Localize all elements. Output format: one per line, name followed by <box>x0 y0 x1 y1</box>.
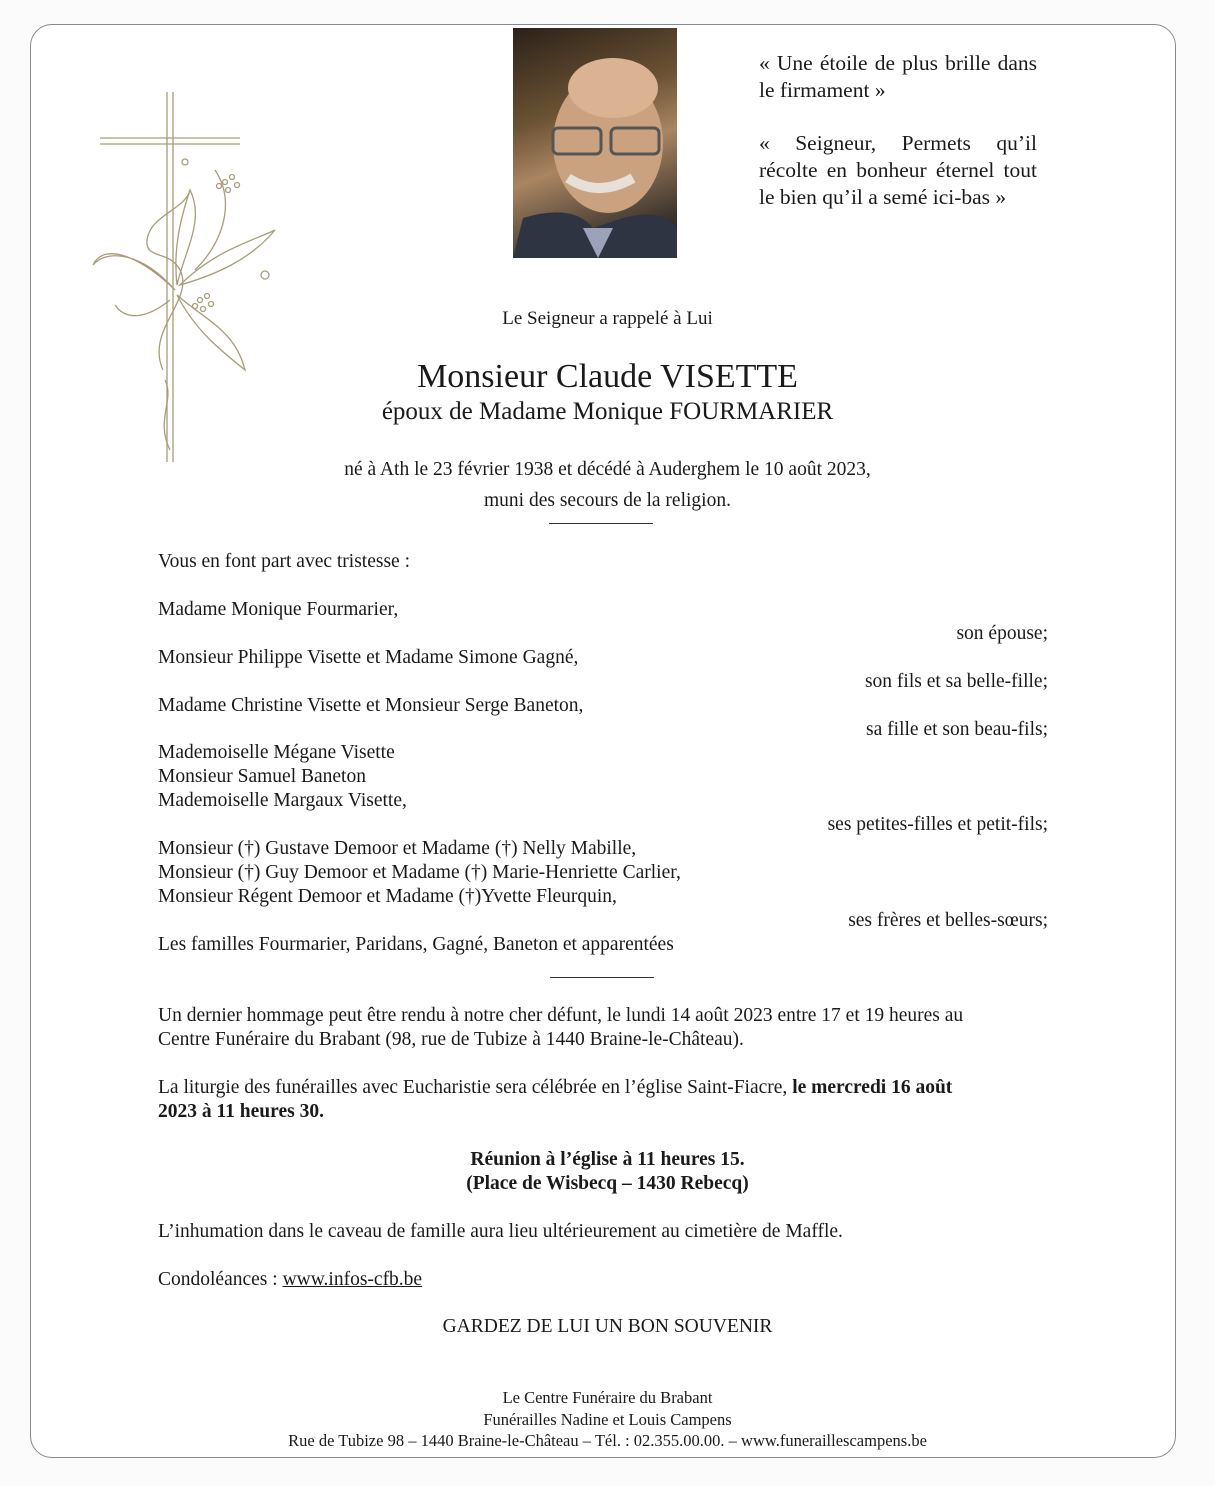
footer <box>0 1387 1215 1452</box>
footer-line-2: Funérailles Nadine et Louis Campens <box>483 1409 732 1429</box>
family-name: Mademoiselle Margaux Visette, <box>158 790 407 811</box>
intro-text: Le Seigneur a rappelé à Lui <box>502 308 713 329</box>
family-relation: ses frères et belles-sœurs; <box>848 910 1048 931</box>
spouse-line: époux de Madame Monique FOURMARIER <box>381 398 834 425</box>
divider <box>550 977 654 978</box>
liturgie-paragraph <box>158 1076 1048 1124</box>
reunion-block <box>0 1148 1215 1196</box>
family-name: Monsieur Philippe Visette et Madame Simone Gagné, <box>158 647 579 668</box>
quote-2: « Seigneur, Permets qu’il récolte en bonheur éternel tout le bien qu’il a semé ici-bas » <box>759 131 1037 209</box>
birth-line-2: muni des secours de la religion. <box>484 490 731 511</box>
condoleances-link[interactable]: www.infos-cfb.be <box>282 1269 423 1290</box>
family-name: Madame Monique Fourmarier, <box>158 599 399 620</box>
family-entry-1 <box>158 598 1048 646</box>
family-relation: son épouse; <box>956 623 1048 644</box>
inhumation-text: L’inhumation dans le caveau de famille aura lieu ultérieurement au cimetière de Maffle. <box>158 1221 843 1242</box>
divider <box>549 523 653 524</box>
birth-death-info <box>0 454 1215 516</box>
family-name: Mademoiselle Mégane Visette <box>158 742 395 763</box>
family-name: Monsieur Samuel Baneton <box>158 766 366 787</box>
footer-line-1: Le Centre Funéraire du Brabant <box>502 1388 713 1407</box>
deceased-name: Monsieur Claude VISETTE <box>417 358 798 395</box>
family-relation: ses petites-filles et petit-fils; <box>827 814 1048 835</box>
family-relation: son fils et sa belle-fille; <box>864 671 1048 692</box>
family-entry-3 <box>158 694 1048 742</box>
liturgie-date: le mercredi 16 août <box>792 1077 953 1098</box>
birth-line-1: né à Ath le 23 février 1938 et décédé à Auderghem le 10 août 2023, <box>344 459 871 480</box>
hommage-line-2: Centre Funéraire du Brabant (98, rue de Tubize à 1440 Braine-le-Château). <box>158 1029 744 1050</box>
hommage-paragraph <box>158 1004 1048 1052</box>
liturgie-text: La liturgie des funérailles avec Eucharistie sera célébrée en l’église Saint-Fiacre, <box>158 1077 793 1098</box>
condoleances-label: Condoléances : <box>158 1269 283 1290</box>
family-entry-4 <box>158 741 1048 837</box>
family-relation: sa fille et son beau-fils; <box>866 719 1048 740</box>
hommage-line-1: Un dernier hommage peut être rendu à notre cher défunt, le lundi 14 août 2023 entre 17 et 19 heures au <box>158 1005 964 1026</box>
souvenir-text: GARDEZ DE LUI UN BON SOUVENIR <box>442 1316 773 1337</box>
family-entry-2 <box>158 646 1048 694</box>
footer-line-3: Rue de Tubize 98 – 1440 Braine-le-Château – Tél. : 02.355.00.00. – www.funeraillescampens.be <box>288 1431 927 1450</box>
quotes-block <box>759 50 1037 237</box>
condoleances-line <box>158 1268 1048 1292</box>
families-line: Les familles Fourmarier, Paridans, Gagné, Baneton et apparentées <box>158 934 674 955</box>
reunion-line-2: (Place de Wisbecq – 1430 Rebecq) <box>466 1173 749 1194</box>
family-name: Monsieur (†) Guy Demoor et Madame (†) Marie-Henriette Carlier, <box>158 862 681 883</box>
quote-1: « Une étoile de plus brille dans le firmament » <box>759 51 1037 102</box>
reunion-line-1: Réunion à l’église à 11 heures 15. <box>470 1149 745 1170</box>
family-name: Madame Christine Visette et Monsieur Serge Baneton, <box>158 695 584 716</box>
announce-text: Vous en font part avec tristesse : <box>158 551 410 572</box>
family-entry-5 <box>158 837 1048 933</box>
portrait-photo <box>513 28 677 258</box>
family-name: Monsieur Régent Demoor et Madame (†)Yvette Fleurquin, <box>158 886 617 907</box>
family-name: Monsieur (†) Gustave Demoor et Madame (†) Nelly Mabille, <box>158 838 637 859</box>
liturgie-time: 2023 à 11 heures 30. <box>158 1101 324 1122</box>
